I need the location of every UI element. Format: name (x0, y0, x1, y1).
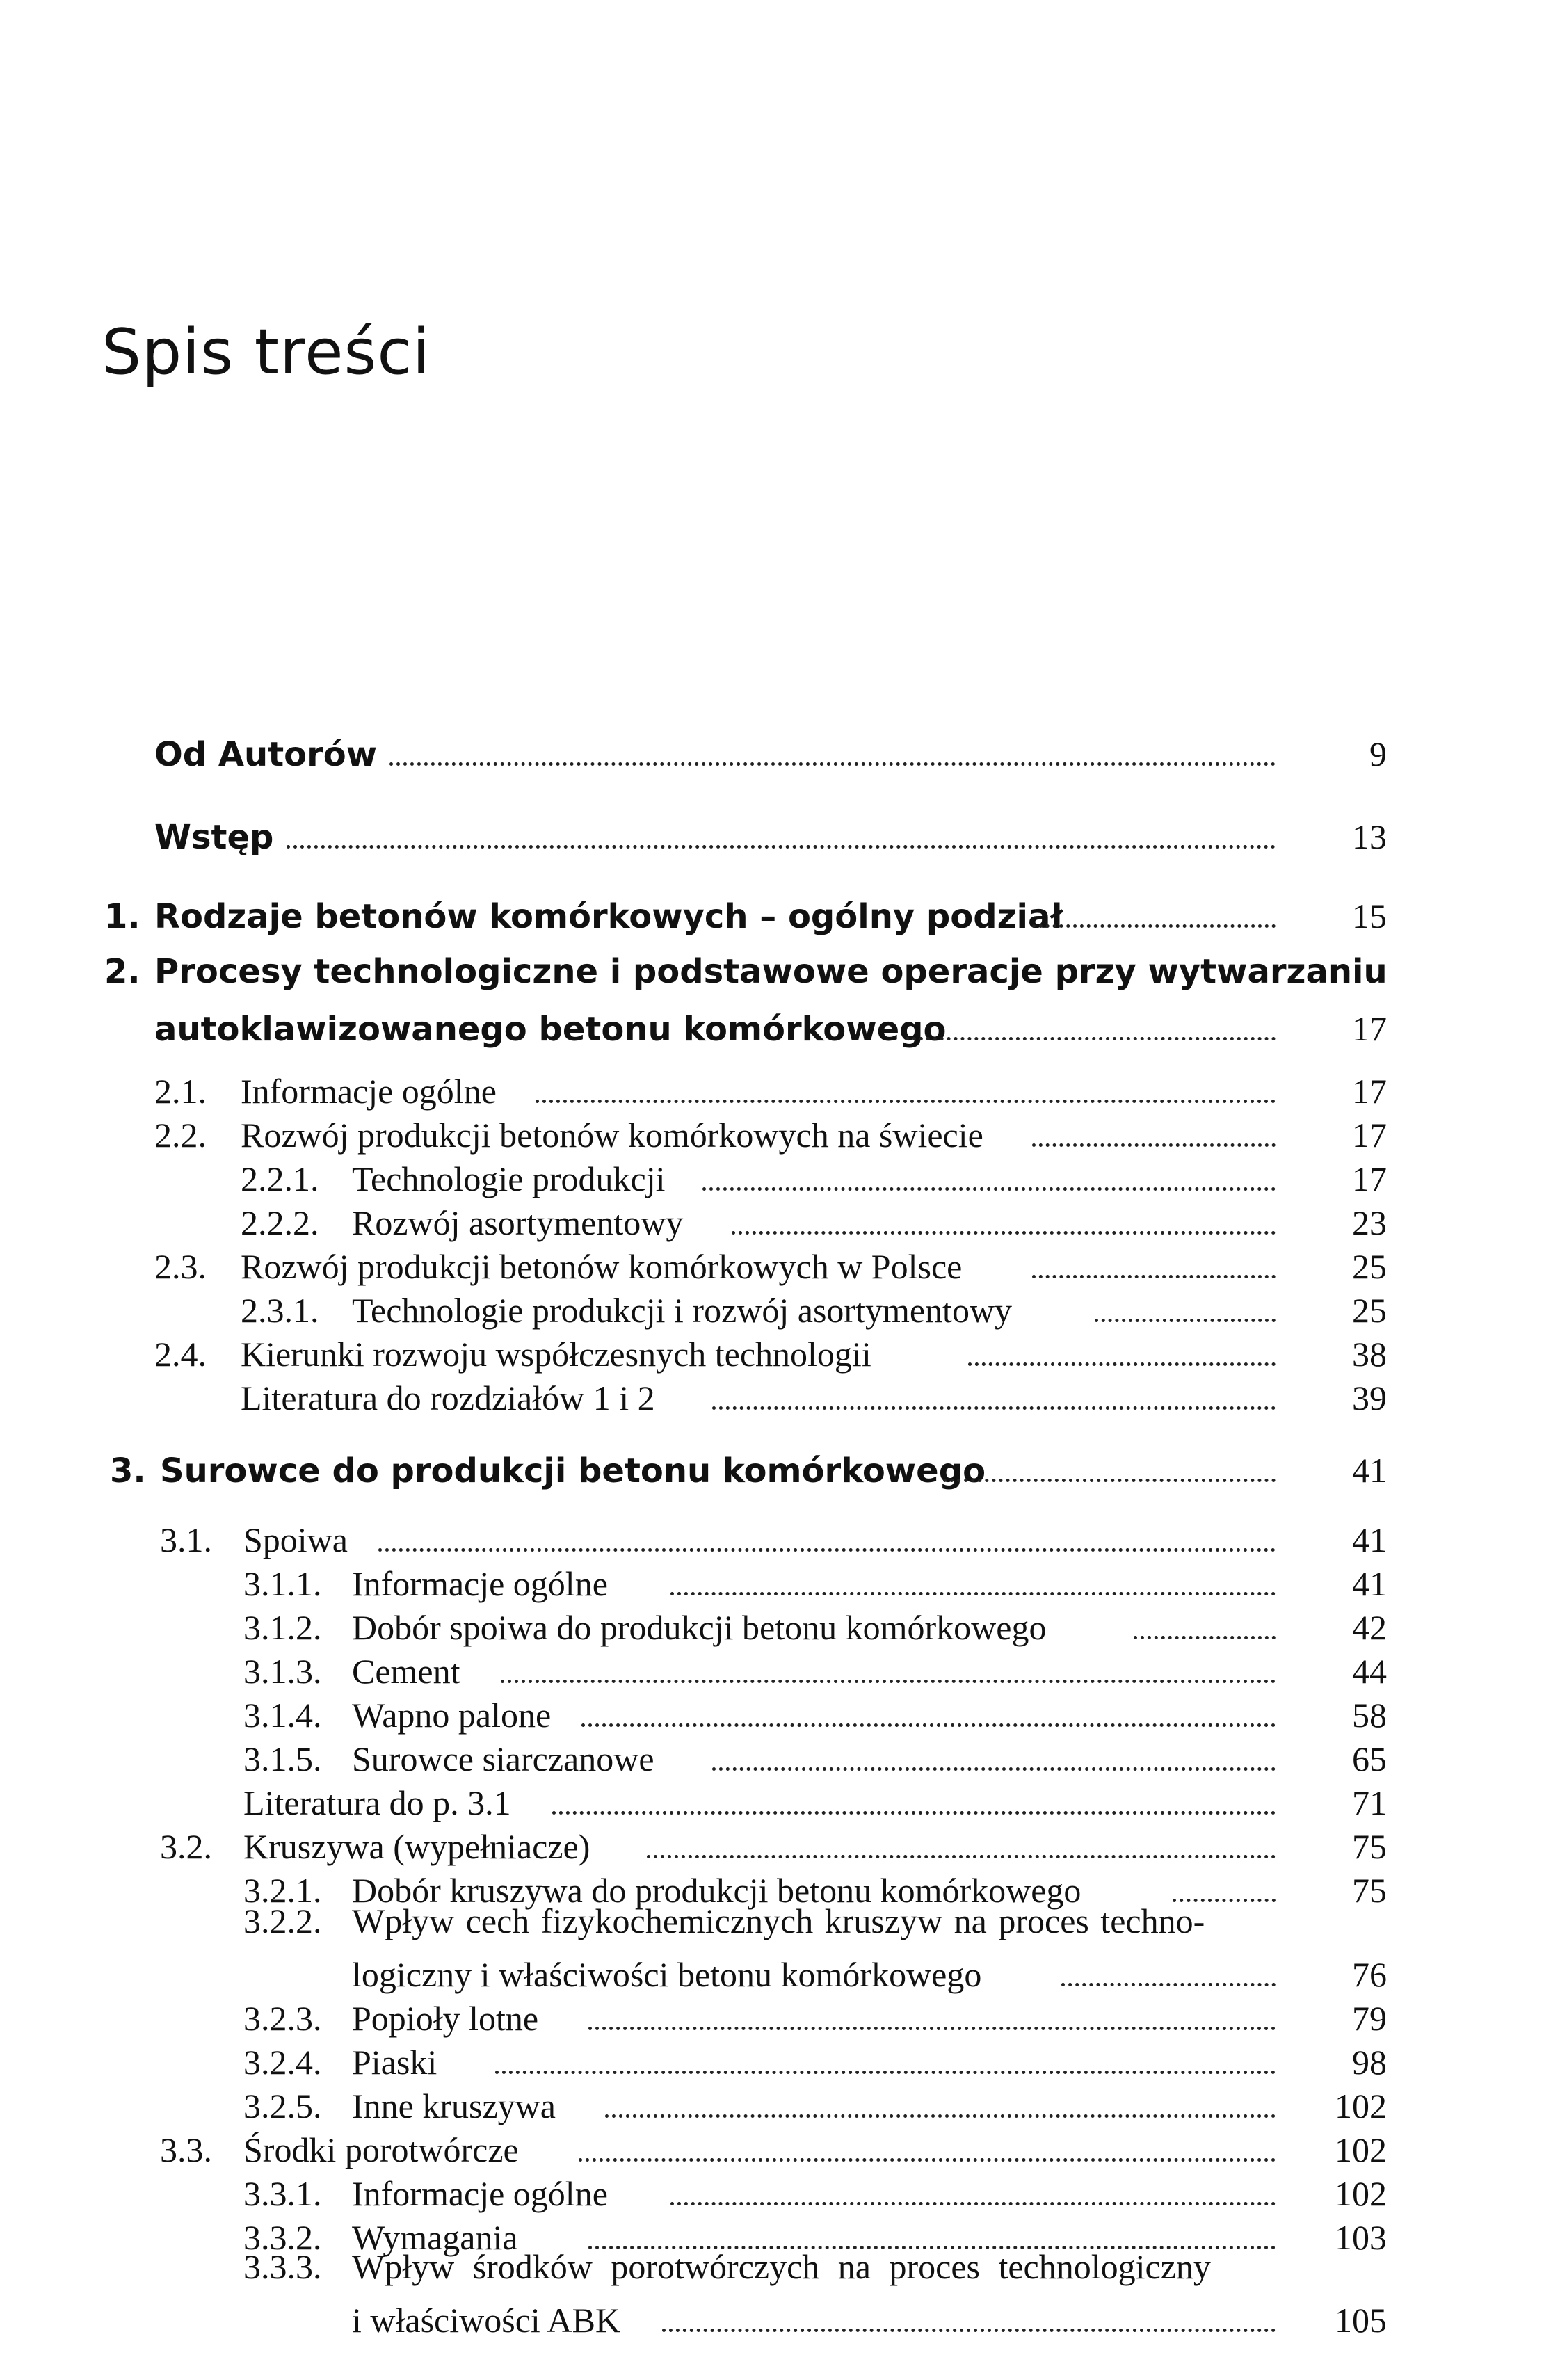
toc-entry-page: 41 (1352, 1451, 1387, 1490)
page-title: Spis treści (102, 316, 431, 389)
toc-entry-number: 2.3.1. (241, 1291, 319, 1330)
toc-leader-dots (605, 2114, 1276, 2118)
toc-entry-page: 41 (1352, 1520, 1387, 1559)
toc-entry-3-1 (0, 1513, 1387, 1557)
toc-entry-label: autoklawizowanego betonu komórkowego (154, 1010, 947, 1049)
toc-entry-2-3-1 (0, 1283, 1387, 1328)
toc-entry-number: 2.2.1. (241, 1159, 319, 1198)
toc-leader-dots (1134, 1636, 1276, 1639)
toc-entry-label: Informacje ogólne (352, 2174, 608, 2213)
toc-leader-dots (968, 1362, 1276, 1366)
toc-entry-number: 3. (110, 1452, 146, 1490)
toc-entry-number: 3.2.1. (243, 1871, 322, 1910)
toc-leader-dots (287, 845, 1276, 849)
toc-entry-3-1-4 (0, 1688, 1387, 1735)
toc-entry-label: i właściwości ABK (352, 2301, 621, 2340)
toc-leader-dots (378, 1548, 1276, 1552)
toc-entry-label: Surowce siarczanowe (352, 1739, 654, 1778)
toc-entry-label: Cement (352, 1652, 460, 1691)
toc-entry-number: 3.3.1. (243, 2174, 322, 2213)
toc-entry-page: 13 (1352, 817, 1387, 856)
toc-entry-page: 102 (1335, 2174, 1387, 2213)
toc-entry-page: 102 (1335, 2130, 1387, 2169)
toc-entry-number: 2.3. (154, 1247, 207, 1286)
toc-entry-page: 71 (1352, 1783, 1387, 1822)
toc-entry-literatura-1-2 (0, 1371, 1387, 1415)
toc-entry-number: 3.2.4. (243, 2043, 322, 2082)
toc-entry-3-2-3 (0, 1991, 1387, 2036)
toc-entry-2-4 (0, 1327, 1387, 1372)
toc-entry-2-2 (0, 1108, 1387, 1155)
toc-leader-dots (906, 1037, 1276, 1040)
toc-entry-page: 41 (1352, 1564, 1387, 1603)
toc-entry-2-2-1 (0, 1152, 1387, 1196)
toc-leader-dots (732, 1231, 1276, 1235)
toc-entry-number: 2.2. (154, 1116, 207, 1155)
toc-entry-page: 17 (1352, 1116, 1387, 1155)
toc-entry-number: 2.2.2. (241, 1203, 319, 1242)
toc-entry-label: Wymagania (352, 2218, 518, 2257)
toc-entry-wstep (0, 810, 1387, 857)
toc-entry-3-2-2 (0, 1947, 1387, 1992)
toc-entry-page: 44 (1352, 1652, 1387, 1691)
toc-leader-dots (1095, 1319, 1276, 1322)
toc-entry-number: 2. (104, 952, 140, 991)
toc-entry-3-3-1 (0, 2166, 1387, 2211)
toc-entry-number: 3.1.3. (243, 1652, 322, 1691)
toc-entry-3-1-1 (0, 1557, 1387, 1601)
toc-leader-dots (712, 1767, 1276, 1771)
toc-entry-page: 58 (1352, 1696, 1387, 1735)
toc-entry-page: 98 (1352, 2043, 1387, 2082)
toc-leader-dots (1032, 1143, 1276, 1147)
toc-entry-page: 17 (1352, 1159, 1387, 1198)
toc-entry-page: 79 (1352, 1999, 1387, 2038)
toc-leader-dots (501, 1680, 1276, 1683)
toc-entry-number: 1. (104, 897, 140, 936)
toc-entry-label: logiczny i właściwości betonu komórkowego (352, 1955, 982, 1994)
toc-leader-dots (579, 2158, 1276, 2162)
toc-entry-od-autorow (0, 727, 1387, 774)
toc-entry-number: 3.3. (160, 2130, 212, 2169)
toc-entry-label: Kierunki rozwoju współczesnych technologii (241, 1335, 871, 1374)
toc-entry-label-line1: Wpływ środków porotwórczych na proces technologiczny (352, 2247, 1211, 2286)
toc-entry-page: 103 (1335, 2218, 1387, 2257)
toc-leader-dots (1061, 1983, 1276, 1986)
toc-entry-number: 2.4. (154, 1335, 207, 1374)
toc-entry-label: Piaski (352, 2043, 437, 2082)
toc-entry-label: Technologie produkcji i rozwój asortymentowy (352, 1291, 1013, 1330)
toc-entry-label: Inne kruszywa (352, 2086, 556, 2125)
toc-entry-page: 39 (1352, 1378, 1387, 1417)
toc-entry-number: 3.2.5. (243, 2086, 322, 2125)
toc-entry-number: 3.1.2. (243, 1608, 322, 1647)
toc-entry-3-2 (0, 1819, 1387, 1864)
toc-leader-dots (495, 2071, 1276, 2074)
toc-entry-label: Wapno palone (352, 1696, 552, 1735)
toc-entry-page: 38 (1352, 1335, 1387, 1374)
toc-leader-dots (1032, 1275, 1276, 1278)
toc-leader-dots (389, 762, 1276, 766)
toc-entry-label: Dobór kruszywa do produkcji betonu komórkowego (352, 1871, 1081, 1910)
toc-entry-2-2-2 (0, 1196, 1387, 1240)
toc-entry-page: 25 (1352, 1247, 1387, 1286)
toc-entry-number: 3.1.4. (243, 1696, 322, 1735)
toc-entry-number: 3.1.1. (243, 1564, 322, 1603)
toc-entry-number: 3.2. (160, 1827, 212, 1866)
toc-entry-page: 23 (1352, 1203, 1387, 1242)
toc-entry-label-line1: Wpływ cech fizykochemicznych kruszyw na proces techno- (352, 1901, 1205, 1940)
toc-entry-3-2-4 (0, 2035, 1387, 2080)
toc-entry-number: 3.1. (160, 1520, 212, 1559)
toc-leader-dots (552, 1811, 1276, 1815)
toc-entry-label: Wstęp (154, 818, 274, 857)
toc-leader-dots (1032, 924, 1276, 928)
toc-entry-3-1-5 (0, 1732, 1387, 1776)
toc-entry-3-1-3 (0, 1644, 1387, 1689)
toc-entry-page: 105 (1335, 2301, 1387, 2340)
toc-entry-number: 3.3.2. (243, 2218, 322, 2257)
toc-entry-page: 75 (1352, 1827, 1387, 1866)
toc-leader-dots (670, 2202, 1276, 2205)
toc-entry-3-1-2 (0, 1600, 1387, 1645)
toc-leader-dots (536, 1100, 1276, 1103)
toc-leader-dots (943, 1479, 1276, 1482)
toc-entry-number: 3.2.3. (243, 1999, 322, 2038)
toc-entry-page: 102 (1335, 2086, 1387, 2125)
toc-entry-page: 42 (1352, 1608, 1387, 1647)
toc-entry-label: Technologie produkcji (352, 1159, 666, 1198)
toc-entry-label: Kruszywa (wypełniacze) (243, 1827, 590, 1866)
toc-entry-2-3 (0, 1239, 1387, 1284)
toc-entry-label: Surowce do produkcji betonu komórkowego (160, 1452, 986, 1490)
toc-entry-3-3-3 (0, 2293, 1387, 2338)
toc-entry-label: Od Autorów (154, 735, 378, 774)
toc-entry-3-3 (0, 2123, 1387, 2167)
toc-entry-chapter-3 (0, 1443, 1387, 1488)
toc-entry-chapter-2 (0, 1002, 1387, 1049)
toc-leader-dots (581, 1723, 1276, 1727)
toc-entry-page: 17 (1352, 1072, 1387, 1111)
toc-leader-dots (647, 1855, 1276, 1858)
toc-entry-label: Informacje ogólne (352, 1564, 608, 1603)
toc-entry-label: Literatura do p. 3.1 (243, 1783, 511, 1822)
toc-entry-page: 15 (1352, 896, 1387, 935)
toc-entry-label: Literatura do rozdziałów 1 i 2 (241, 1378, 655, 1417)
toc-entry-label: Środki porotwórcze (243, 2130, 519, 2169)
toc-entry-label: Popioły lotne (352, 1999, 539, 2038)
toc-entry-label: Rodzaje betonów komórkowych – ogólny podział (154, 897, 1063, 936)
toc-entry-page: 75 (1352, 1871, 1387, 1910)
toc-entry-number: 3.1.5. (243, 1739, 322, 1778)
toc-entry-label-line1: Procesy technologiczne i podstawowe operacje przy wytwarzaniu (154, 952, 1388, 991)
toc-entry-label: Dobór spoiwa do produkcji betonu komórkowego (352, 1608, 1047, 1647)
toc-leader-dots (588, 2027, 1276, 2030)
toc-entry-label: Spoiwa (243, 1520, 348, 1559)
toc-entry-number: 3.2.2. (243, 1901, 322, 1940)
toc-entry-literatura-3-1 (0, 1776, 1387, 1820)
toc-entry-number: 2.1. (154, 1072, 207, 1111)
toc-entry-2-1 (0, 1064, 1387, 1109)
toc-entry-page: 76 (1352, 1955, 1387, 1994)
toc-leader-dots (712, 1406, 1276, 1410)
toc-entry-page: 17 (1352, 1009, 1387, 1048)
toc-entry-page: 25 (1352, 1291, 1387, 1330)
toc-leader-dots (670, 1592, 1276, 1595)
toc-entry-3-2-5 (0, 2079, 1387, 2123)
toc-entry-number: 3.3.3. (243, 2247, 322, 2286)
toc-entry-label: Rozwój asortymentowy (352, 1203, 684, 1242)
toc-leader-dots (702, 1187, 1276, 1191)
toc-entry-label: Rozwój produkcji betonów komórkowych w Polsce (241, 1247, 963, 1286)
toc-entry-page: 9 (1369, 734, 1387, 773)
toc-leader-dots (662, 2329, 1276, 2332)
toc-entry-page: 65 (1352, 1739, 1387, 1778)
toc-entry-label: Rozwój produkcji betonów komórkowych na świecie (241, 1116, 983, 1155)
toc-entry-chapter-1 (0, 889, 1387, 936)
toc-entry-label: Informacje ogólne (241, 1072, 497, 1111)
